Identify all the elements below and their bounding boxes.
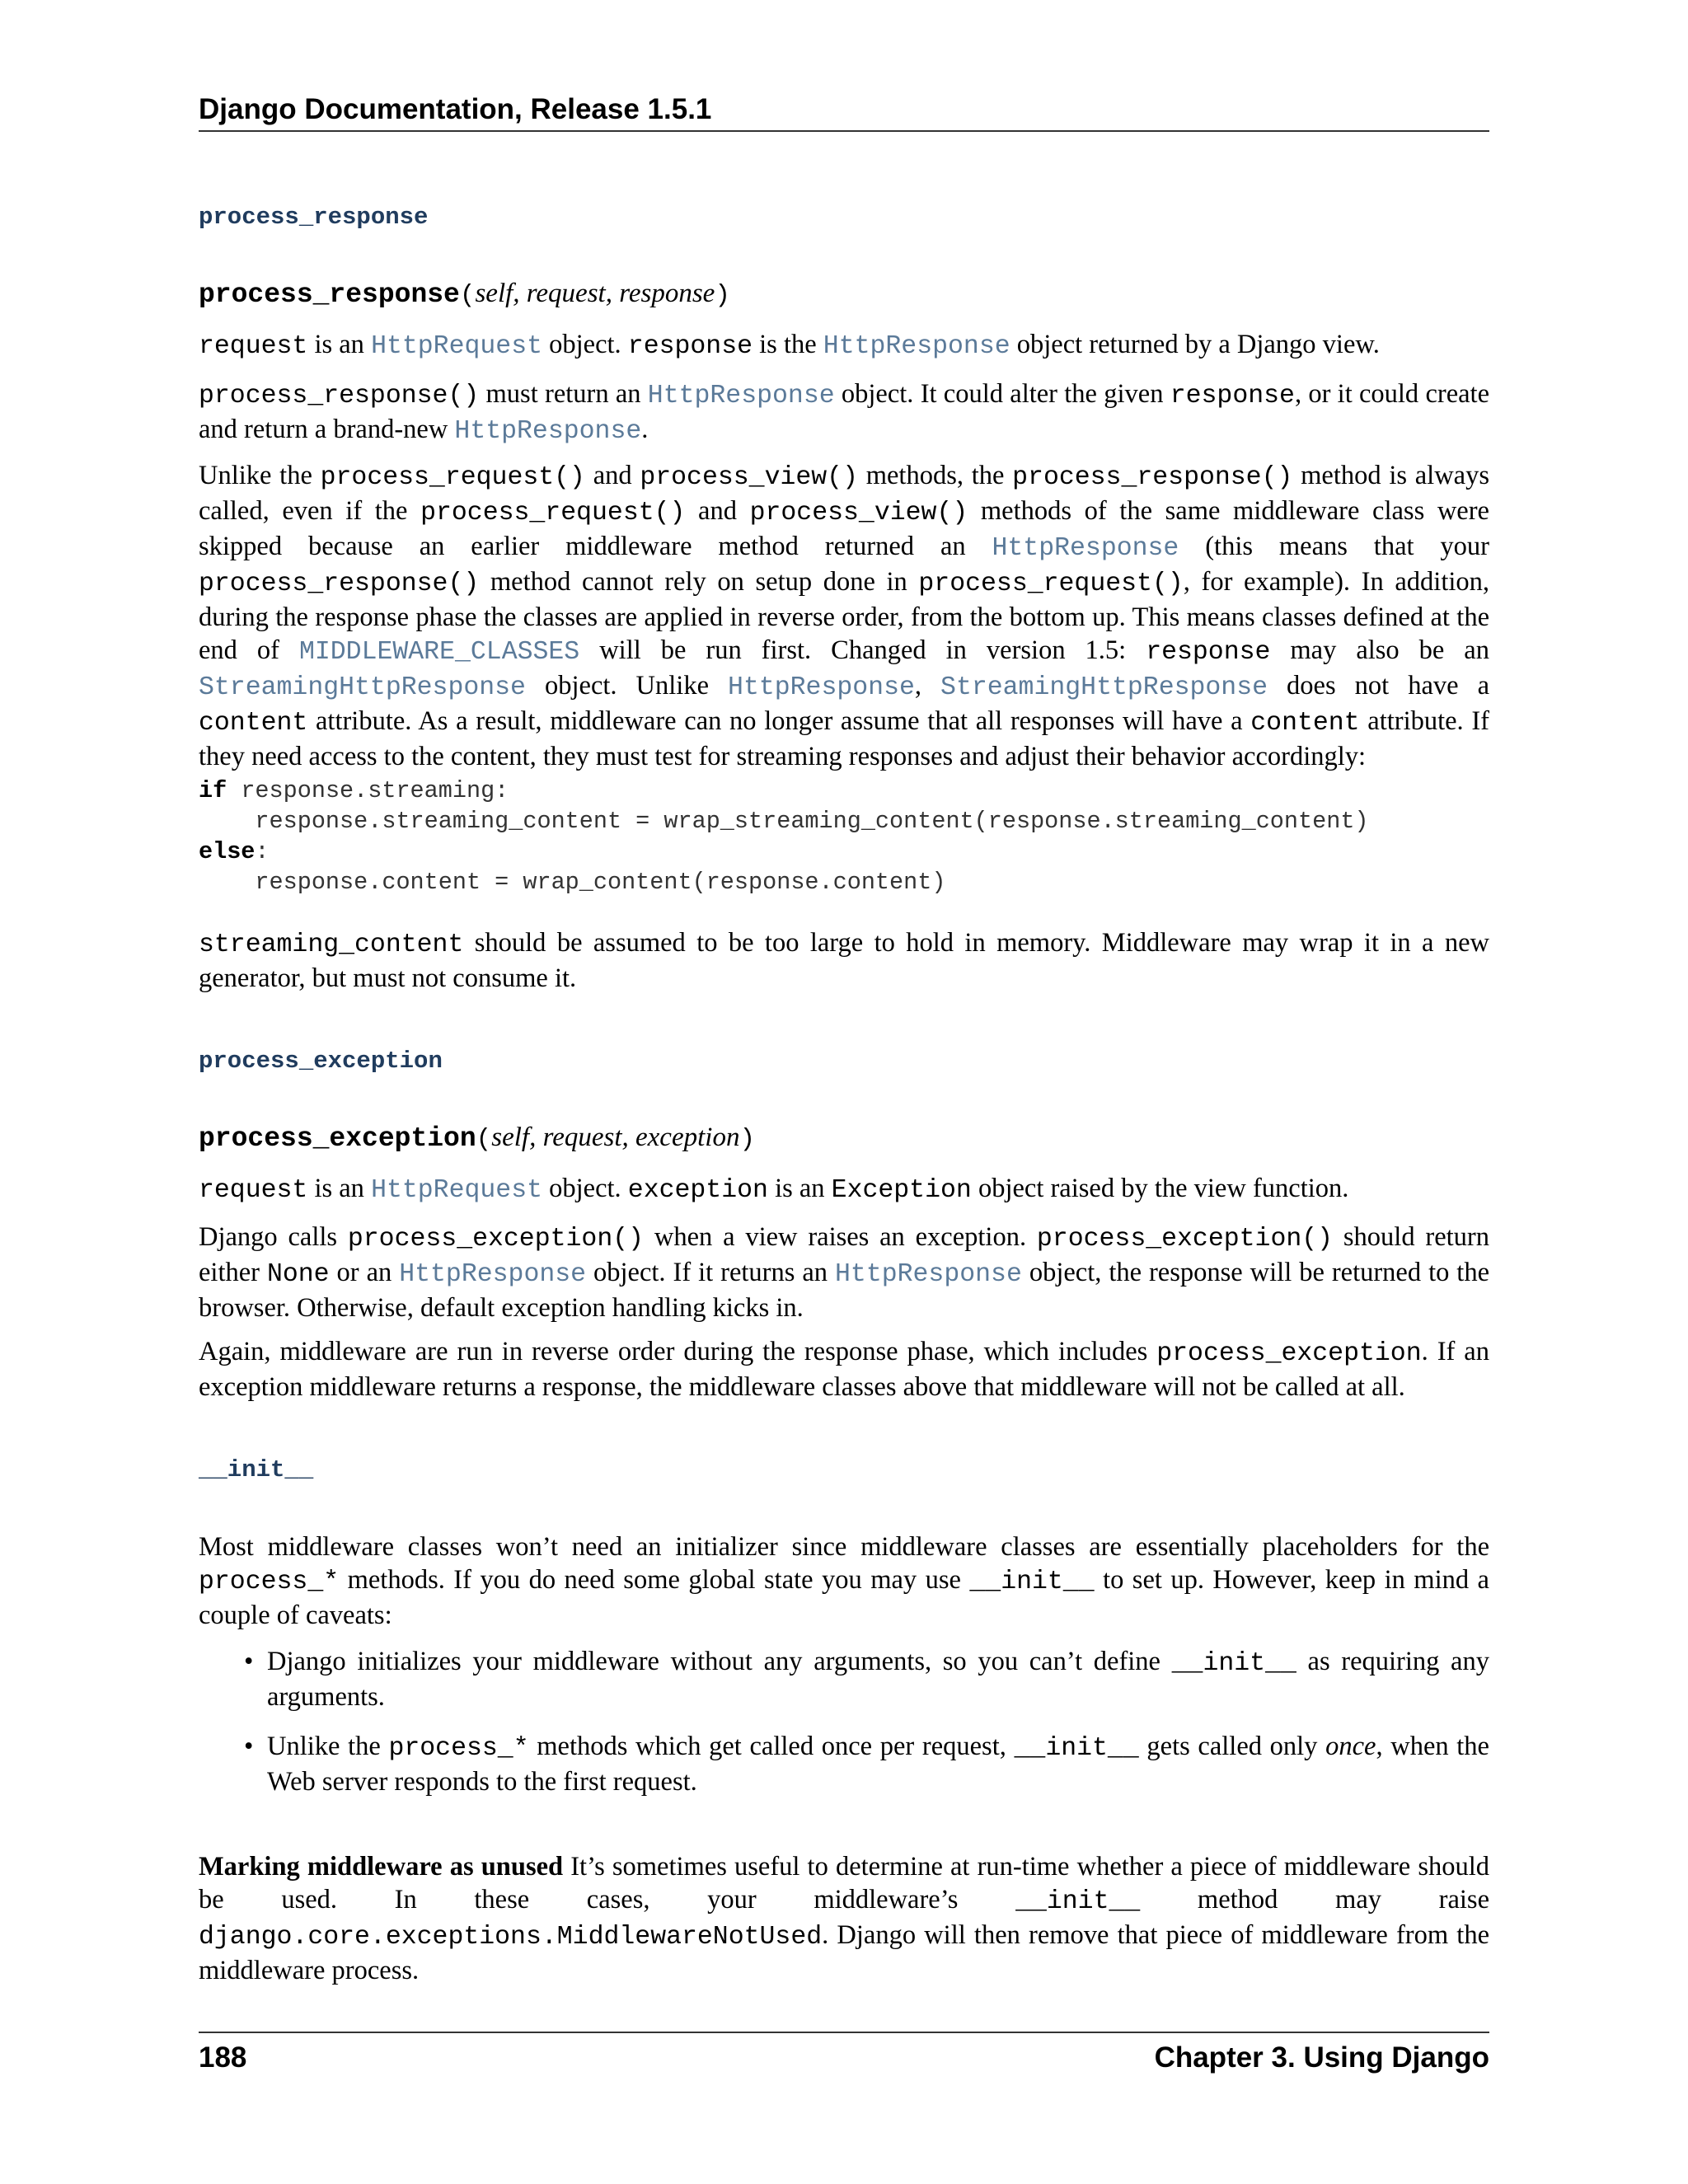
page-number: 188 — [199, 2041, 247, 2074]
caveats-list — [199, 1645, 1489, 1815]
process-response-section-label[interactable]: process_response — [199, 204, 429, 231]
process-exception-paragraph-3: Again, middleware are run in reverse order during the response phase, which includes process_exception. If an exception middleware returns a response, the middleware classes above that middleware will not be called at all. — [199, 1337, 1489, 1402]
streaminghttpresponse-link[interactable]: StreamingHttpResponse — [940, 673, 1268, 702]
page-header — [199, 89, 1489, 132]
httprequest-link[interactable]: HttpRequest — [371, 1176, 542, 1205]
streaminghttpresponse-link[interactable]: StreamingHttpResponse — [199, 673, 526, 702]
process-exception-paragraph-2: Django calls process_exception() when a view raises an exception. process_exception() should return either None or an HttpResponse object. If it returns an HttpResponse object, the response will be returned to the browser. Otherwise, default exception handling kicks in. — [199, 1222, 1490, 1323]
process-response-signature: process_response(self, request, response) — [199, 279, 730, 310]
init-paragraph-2: Marking middleware as unused It’s sometimes useful to determine at run-time whether a piece of middleware should be used. In these cases, your middleware’s __init__ method may raise django.core.exceptions.MiddlewareNotUsed. Django will then remove that piece of middleware from the middleware process. — [199, 1852, 1490, 1985]
httpresponse-link[interactable]: HttpResponse — [399, 1260, 587, 1289]
list-item: • Unlike the process_* methods which get called once per request, __init__ gets called only once, when the Web server responds to the first request. — [244, 1732, 1489, 1797]
chapter-title: Chapter 3. Using Django — [1154, 2041, 1489, 2074]
httpresponse-link[interactable]: HttpResponse — [454, 417, 642, 446]
httpresponse-link[interactable]: HttpResponse — [992, 534, 1179, 563]
signature-name: process_exception — [199, 1123, 476, 1154]
process-exception-paragraph-1: request is an HttpRequest object. exception is an Exception object raised by the view function. — [199, 1174, 1349, 1205]
process-response-paragraph-4: streaming_content should be assumed to be too large to hold in memory. Middleware may wrap it in a new generator, but must not consume it. — [199, 928, 1489, 993]
httpresponse-link[interactable]: HttpResponse — [835, 1260, 1022, 1289]
init-section-label[interactable]: __init__ — [199, 1456, 314, 1483]
httprequest-link[interactable]: HttpRequest — [371, 332, 542, 361]
process-response-paragraph-3: Unlike the process_request() and process_view() methods, the process_response() method is always called, even if the process_request() and process_view() methods of the same middleware class were skipped because an earlier middleware method returned an HttpResponse (this means that your process_response() method cannot rely on setup done in process_request(), for example). In addition, during the response phase the classes are applied in reverse order, from the bottom up. This means classes defined at the end of MIDDLEWARE_CLASSES will be run first. Changed in version 1.5: response may also be an StreamingHttpResponse object. Unlike HttpResponse, StreamingHttpResponse does not have a content attribute. As a result, middleware can no longer assume that all responses will have a content attribute. If they need access to the content, they must test for streaming responses and adjust their behavior accordingly: — [199, 461, 1490, 771]
httpresponse-link[interactable]: HttpResponse — [647, 382, 835, 410]
bullet-icon: • — [244, 1647, 254, 1676]
bullet-icon: • — [244, 1732, 254, 1761]
process-exception-signature: process_exception(self, request, exception) — [199, 1122, 756, 1154]
marking-middleware-heading: Marking middleware as unused — [199, 1852, 564, 1882]
init-paragraph-1: Most middleware classes won’t need an initializer since middleware classes are essentially placeholders for the process_* methods. If you do need some global state you may use __init__ to set up. However, keep in mind a couple of caveats: — [199, 1532, 1489, 1630]
header-title: Django Documentation, Release 1.5.1 — [199, 93, 712, 125]
middleware-classes-link[interactable]: MIDDLEWARE_CLASSES — [298, 638, 580, 667]
httpresponse-link[interactable]: HttpResponse — [728, 673, 915, 702]
process-response-paragraph-1: request is an HttpRequest object. response is the HttpResponse object returned by a Django view. — [199, 330, 1380, 361]
streaming-code-block: if response.streaming: response.streaming_content = wrap_streaming_content(response.streaming_content) else: response.content = wrap_content(response.content) — [199, 777, 1369, 896]
page-footer — [199, 2032, 1489, 2083]
signature-params: self, request, response — [475, 279, 715, 308]
process-exception-section-label[interactable]: process_exception — [199, 1047, 443, 1075]
signature-name: process_response — [199, 279, 460, 310]
process-response-paragraph-2: process_response() must return an HttpResponse object. It could alter the given response, or it could create and return a brand-new HttpResponse. — [199, 379, 1489, 446]
signature-params: self, request, exception — [491, 1122, 740, 1152]
list-item: • Django initializes your middleware without any arguments, so you can’t define __init__ as requiring any arguments. — [244, 1647, 1489, 1712]
httpresponse-link[interactable]: HttpResponse — [823, 332, 1010, 361]
